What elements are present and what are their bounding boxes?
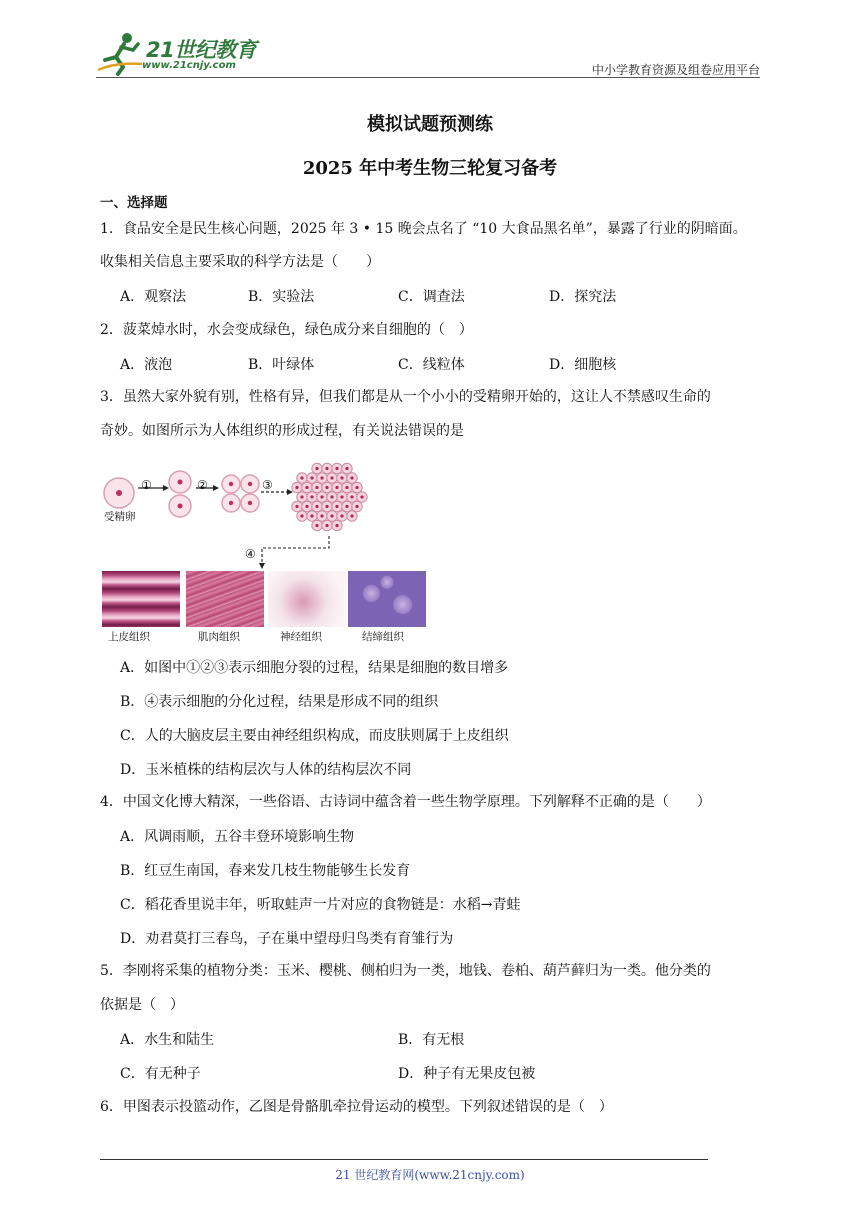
epithelial-tissue-image: [102, 571, 180, 627]
muscle-tissue-image: [186, 571, 264, 627]
step-1-label: ①: [141, 478, 152, 492]
question-3-line-2: 奇妙。如图所示为人体组织的形成过程，有关说法错误的是: [100, 423, 464, 439]
q4-option-d: D．劝君莫打三春鸟，子在巢中望母归鸟类有育雏行为: [120, 931, 454, 947]
q2-option-d: D．细胞核: [549, 357, 617, 373]
header-tagline: 中小学教育资源及组卷应用平台: [591, 63, 760, 77]
runner-logo-icon: [96, 30, 146, 76]
q1-option-a: A．观察法: [120, 289, 187, 305]
logo-brand-text: 21世纪教育: [146, 38, 257, 62]
q5-option-c: C．有无种子: [120, 1066, 201, 1082]
section-heading: 一、选择题: [100, 195, 168, 211]
step-4-label: ④: [245, 547, 256, 561]
q1-option-d: D．探究法: [549, 289, 617, 305]
question-5-line-1: 5．李刚将采集的植物分类：玉米、樱桃、侧柏归为一类，地钱、卷柏、葫芦藓归为一类。他分类的: [100, 963, 711, 979]
q2-option-b: B．叶绿体: [248, 357, 315, 373]
logo-url-text: www.21cnjy.com: [142, 60, 236, 71]
footer-divider: [100, 1159, 708, 1160]
question-1-line-2: 收集相关信息主要采取的科学方法是（ ）: [100, 254, 380, 270]
question-5-line-2: 依据是（ ）: [100, 997, 184, 1013]
q4-option-b: B．红豆生南国，春来发几枝生物能够生长发育: [120, 863, 411, 879]
page-subtitle: 2025 年中考生物三轮复习备考: [302, 158, 558, 179]
header-divider: [96, 77, 760, 78]
site-logo: [96, 30, 266, 78]
q3-option-b: B．④表示细胞的分化过程，结果是形成不同的组织: [120, 694, 439, 710]
q5-option-a: A．水生和陆生: [120, 1032, 215, 1048]
tissue-label-connective: 结缔组织: [362, 631, 404, 643]
q2-option-a: A．液泡: [120, 357, 173, 373]
tissue-label-nerve: 神经组织: [280, 631, 322, 643]
tissue-label-epithelial: 上皮组织: [108, 631, 150, 643]
page-title: 模拟试题预测练: [367, 114, 493, 135]
q1-option-c: C．调查法: [398, 289, 465, 305]
question-3-line-1: 3．虽然大家外貌有别，性格有异，但我们都是从一个小小的受精卵开始的，这让人不禁感叹生命的: [100, 389, 711, 405]
q2-option-c: C．线粒体: [398, 357, 465, 373]
q5-option-b: B．有无根: [398, 1032, 465, 1048]
tissue-formation-figure: [100, 455, 430, 650]
q5-option-d: D．种子有无果皮包被: [398, 1066, 536, 1082]
connective-tissue-image: [348, 571, 426, 627]
zygote-label: 受精卵: [104, 511, 136, 523]
step-3-label: ③: [262, 478, 273, 492]
question-6-line-1: 6．甲图表示投篮动作，乙图是骨骼肌牵拉骨运动的模型。下列叙述错误的是（ ）: [100, 1099, 613, 1115]
q3-option-a: A．如图中①②③表示细胞分裂的过程，结果是细胞的数目增多: [120, 660, 509, 676]
q3-option-c: C．人的大脑皮层主要由神经组织构成，而皮肤则属于上皮组织: [120, 728, 509, 744]
q4-option-a: A．风调雨顺，五谷丰登环境影响生物: [120, 829, 355, 845]
footer-link[interactable]: 21 世纪教育网(www.21cnjy.com): [335, 1168, 525, 1182]
nerve-tissue-image: [268, 571, 346, 627]
tissue-label-muscle: 肌肉组织: [198, 631, 240, 643]
page-header: [96, 30, 760, 80]
q3-option-d: D．玉米植株的结构层次与人体的结构层次不同: [120, 762, 412, 778]
step-2-label: ②: [197, 478, 208, 492]
q4-option-c: C．稻花香里说丰年，听取蛙声一片对应的食物链是：水稻→青蛙: [120, 897, 521, 913]
question-4-line-1: 4．中国文化博大精深，一些俗语、古诗词中蕴含着一些生物学原理。下列解释不正确的是（ ）: [100, 794, 711, 810]
question-1-line-1: 1．食品安全是民生核心问题，2025 年 3 • 15 晚会点名了 “10 大食品黑名单”，暴露了行业的阴暗面。: [100, 221, 747, 237]
question-2-line-1: 2．菠菜焯水时，水会变成绿色，绿色成分来自细胞的（ ）: [100, 322, 473, 338]
q1-option-b: B．实验法: [248, 289, 315, 305]
